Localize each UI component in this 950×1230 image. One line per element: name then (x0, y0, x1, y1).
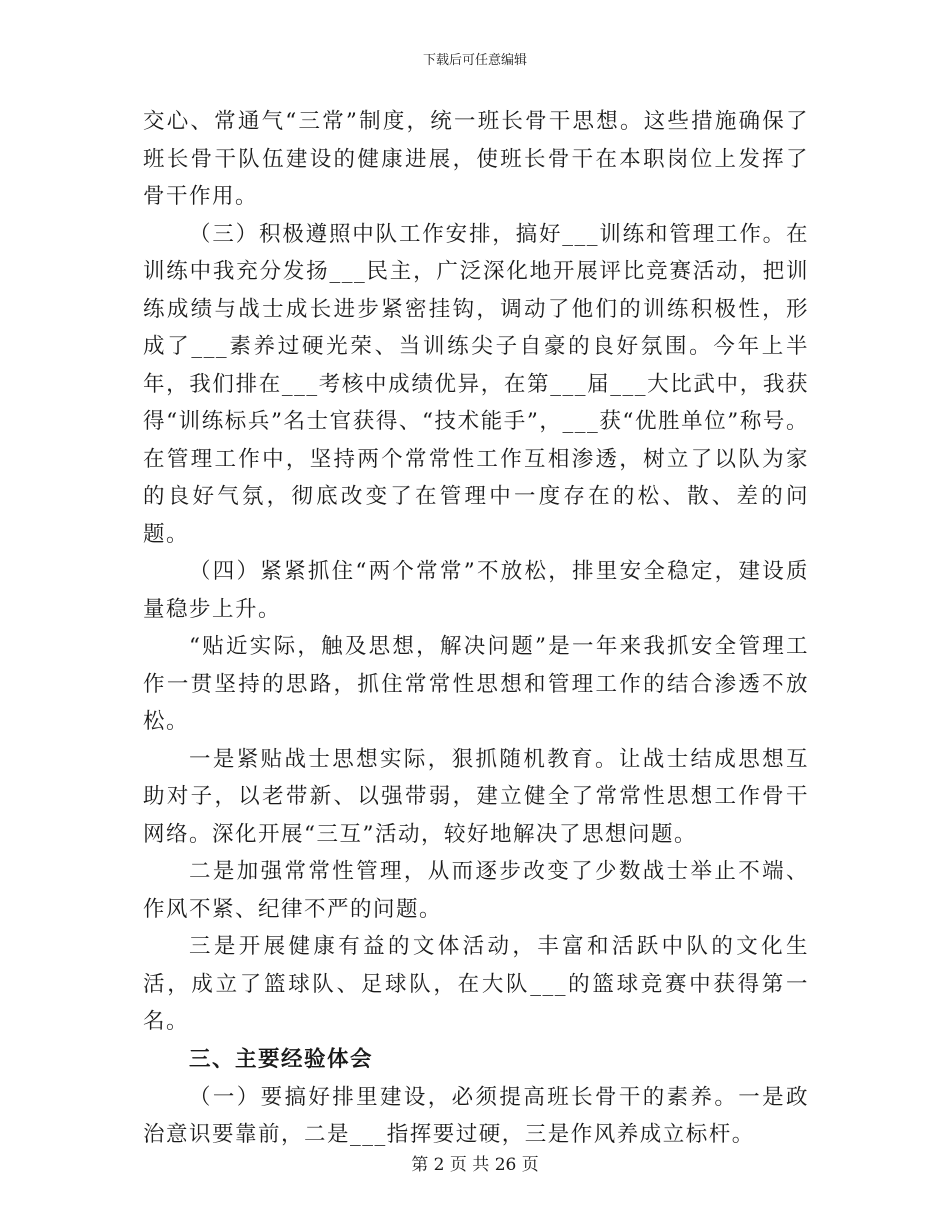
paragraph-4: “贴近实际，触及思想，解决问题”是一年来我抓安全管理工作一贯坚持的思路，抓住常常性思想和管理工作的结合渗透不放松。 (143, 634, 809, 734)
paragraph-7: 三是开展健康有益的文体活动，丰富和活跃中队的文化生活，成立了篮球队、足球队，在大队___的篮球竞赛中获得第一名。 (143, 934, 809, 1034)
page-header: 下载后可任意编辑 (422, 53, 527, 68)
document-body (143, 103, 809, 1154)
section-heading: 三、主要经验体会 (189, 1046, 374, 1072)
paragraph-1: 交心、常通气“三常”制度，统一班长骨干思想。这些措施确保了班长骨干队伍建设的健康进展，使班长骨干在本职岗位上发挥了骨干作用。 (143, 109, 809, 209)
paragraph-5: 一是紧贴战士思想实际，狠抓随机教育。让战士结成思想互助对子，以老带新、以强带弱，建立健全了常常性思想工作骨干网络。深化开展“三互”活动，较好地解决了思想问题。 (143, 746, 809, 847)
paragraph-8: （一）要搞好排里建设，必须提高班长骨干的素养。一是政治意识要靠前，二是___指挥要过硬，三是作风养成立标杆。 (143, 1084, 809, 1147)
paragraph-3: （四）紧紧抓住“两个常常”不放松，排里安全稳定，建设质量稳步上升。 (143, 559, 809, 622)
paragraph-2: （三）积极遵照中队工作安排，搞好___训练和管理工作。在训练中我充分发扬___民主，广泛深化地开展评比竞赛活动，把训练成绩与战士成长进步紧密挂钩，调动了他们的训练积极性，形成了___素养过硬光荣、当训练尖子自豪的良好氛围。今年上半年，我们排在___考核中成绩优异，在第___届___大比武中，我获得“训练标兵”名士官获得、“技术能手”，___获“优胜单位”称号。在管理工作中，坚持两个常常性工作互相渗透，树立了以队为家的良好气氛，彻底改变了在管理中一度存在的松、散、差的问题。 (143, 221, 809, 547)
paragraph-6: 二是加强常常性管理，从而逐步改变了少数战士举止不端、作风不紧、纪律不严的问题。 (143, 859, 809, 922)
page-number: 第 2 页 共 26 页 (411, 1155, 539, 1175)
